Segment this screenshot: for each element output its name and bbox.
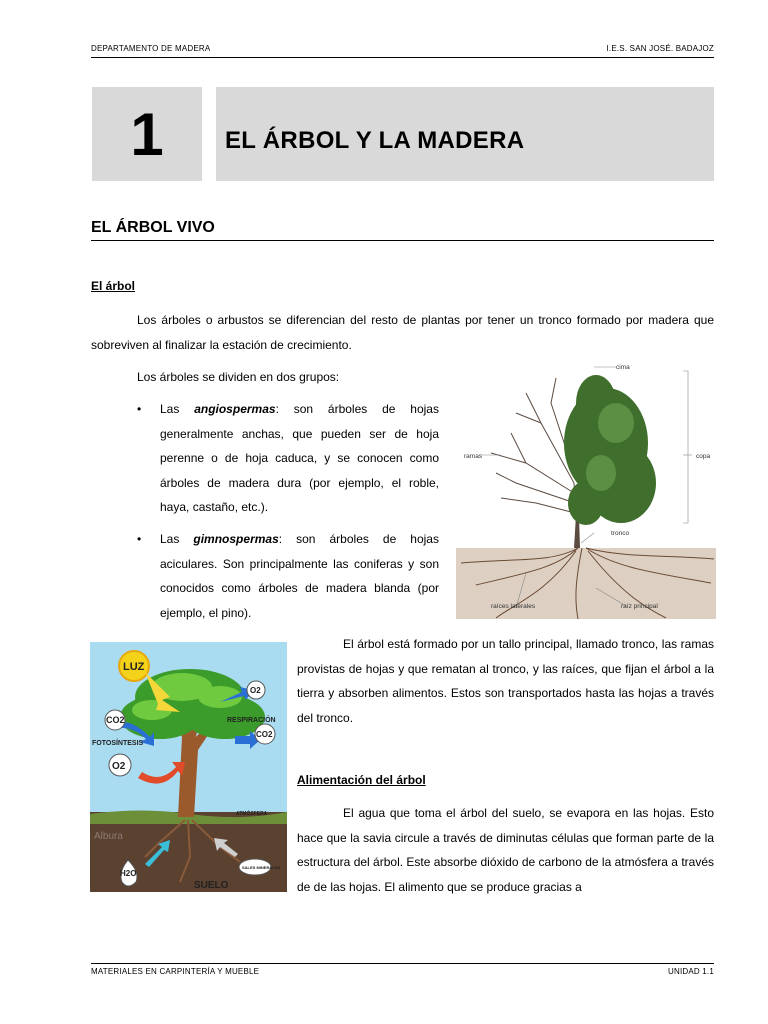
label-cima: cima [616,364,630,371]
label-fotosintesis: FOTOSÍNTESIS [92,740,144,747]
bullet-text: Las angiospermas: son árboles de hojas generalmente anchas, que pueden ser de hoja perenne o de hoja caduca, y se conocen como árboles de madera dura (por ejemplo, el roble, haya, castaño, etc.). [160,402,439,514]
page-header [91,44,714,58]
label-raices-laterales: raíces laterales [491,603,536,610]
photosynthesis-figure [90,642,287,892]
chapter-number: 1 [92,87,202,181]
paragraph-intro: Los árboles o arbustos se diferencian del resto de plantas por tener un tronco formado por madera que sobreviven al finalizar la estación de crecimiento. [91,313,714,352]
label-h2o: H2O [120,869,137,878]
label-raiz-principal: raíz principal [621,603,658,610]
bullet-text: Las gimnospermas: son árboles de hojas aciculares. Son principalmente las coniferas y son conocidos como árboles de madera blanda (por ejemplo, el pino). [160,532,439,620]
label-ramas: ramas [464,453,483,460]
page-footer [91,963,714,979]
label-o2-out: O2 [250,686,261,695]
label-co2-in: CO2 [106,715,125,725]
label-sales: SALES MINERALES [242,865,281,870]
label-copa: copa [696,453,711,460]
subsection-title-alimentacion: Alimentación del árbol [297,773,426,787]
header-department: DEPARTAMENTO DE MADERA [91,44,211,53]
label-tronco: tronco [611,530,630,537]
section-title: EL ÁRBOL VIVO [91,219,714,241]
subsection-title-arbol: El árbol [91,279,136,293]
footer-subject: MATERIALES EN CARPINTERÍA Y MUEBLE [91,967,260,976]
paragraph-tree-structure: El árbol está formado por un tallo principal, llamado tronco, las ramas provistas de hojas y que rematan al tronco, y las raíces, que fijan el árbol a la tierra y absorben alimentos. Estos son transportados hasta las hojas a través del tronco. [297,637,714,725]
label-o2-in: O2 [112,761,126,772]
footer-unit: UNIDAD 1.1 [667,967,714,976]
label-albura: Albura [94,831,123,842]
term-gimnospermas: gimnospermas [193,532,279,546]
term-angiospermas: angiospermas [194,402,276,416]
label-respiracion: RESPIRACIÓN [227,717,276,724]
header-school: I.E.S. SAN JOSÉ. BADAJOZ [606,44,714,53]
label-luz: LUZ [123,661,145,673]
paragraph-feeding: El agua que toma el árbol del suelo, se evapora en las hojas. Esto hace que la savia circule a través de diminutas células que forman parte de la estructura del árbol. Este absorbe dióxido de carbono de la atmósfera a través de de las hojas. El alimento que se produce gracias a [297,806,714,894]
bullet-dot: • [137,532,142,546]
paragraph-groups: Los árboles se dividen en dos grupos: [137,370,340,384]
label-co2-out: CO2 [256,730,273,739]
tree-parts-figure [456,363,716,619]
chapter-title: EL ÁRBOL Y LA MADERA [225,127,525,154]
chapter-title-box [216,87,714,181]
label-atmosfera: ATMÓSFERA [236,811,268,817]
bullet-dot: • [137,402,142,416]
label-suelo: SUELO [194,880,229,891]
